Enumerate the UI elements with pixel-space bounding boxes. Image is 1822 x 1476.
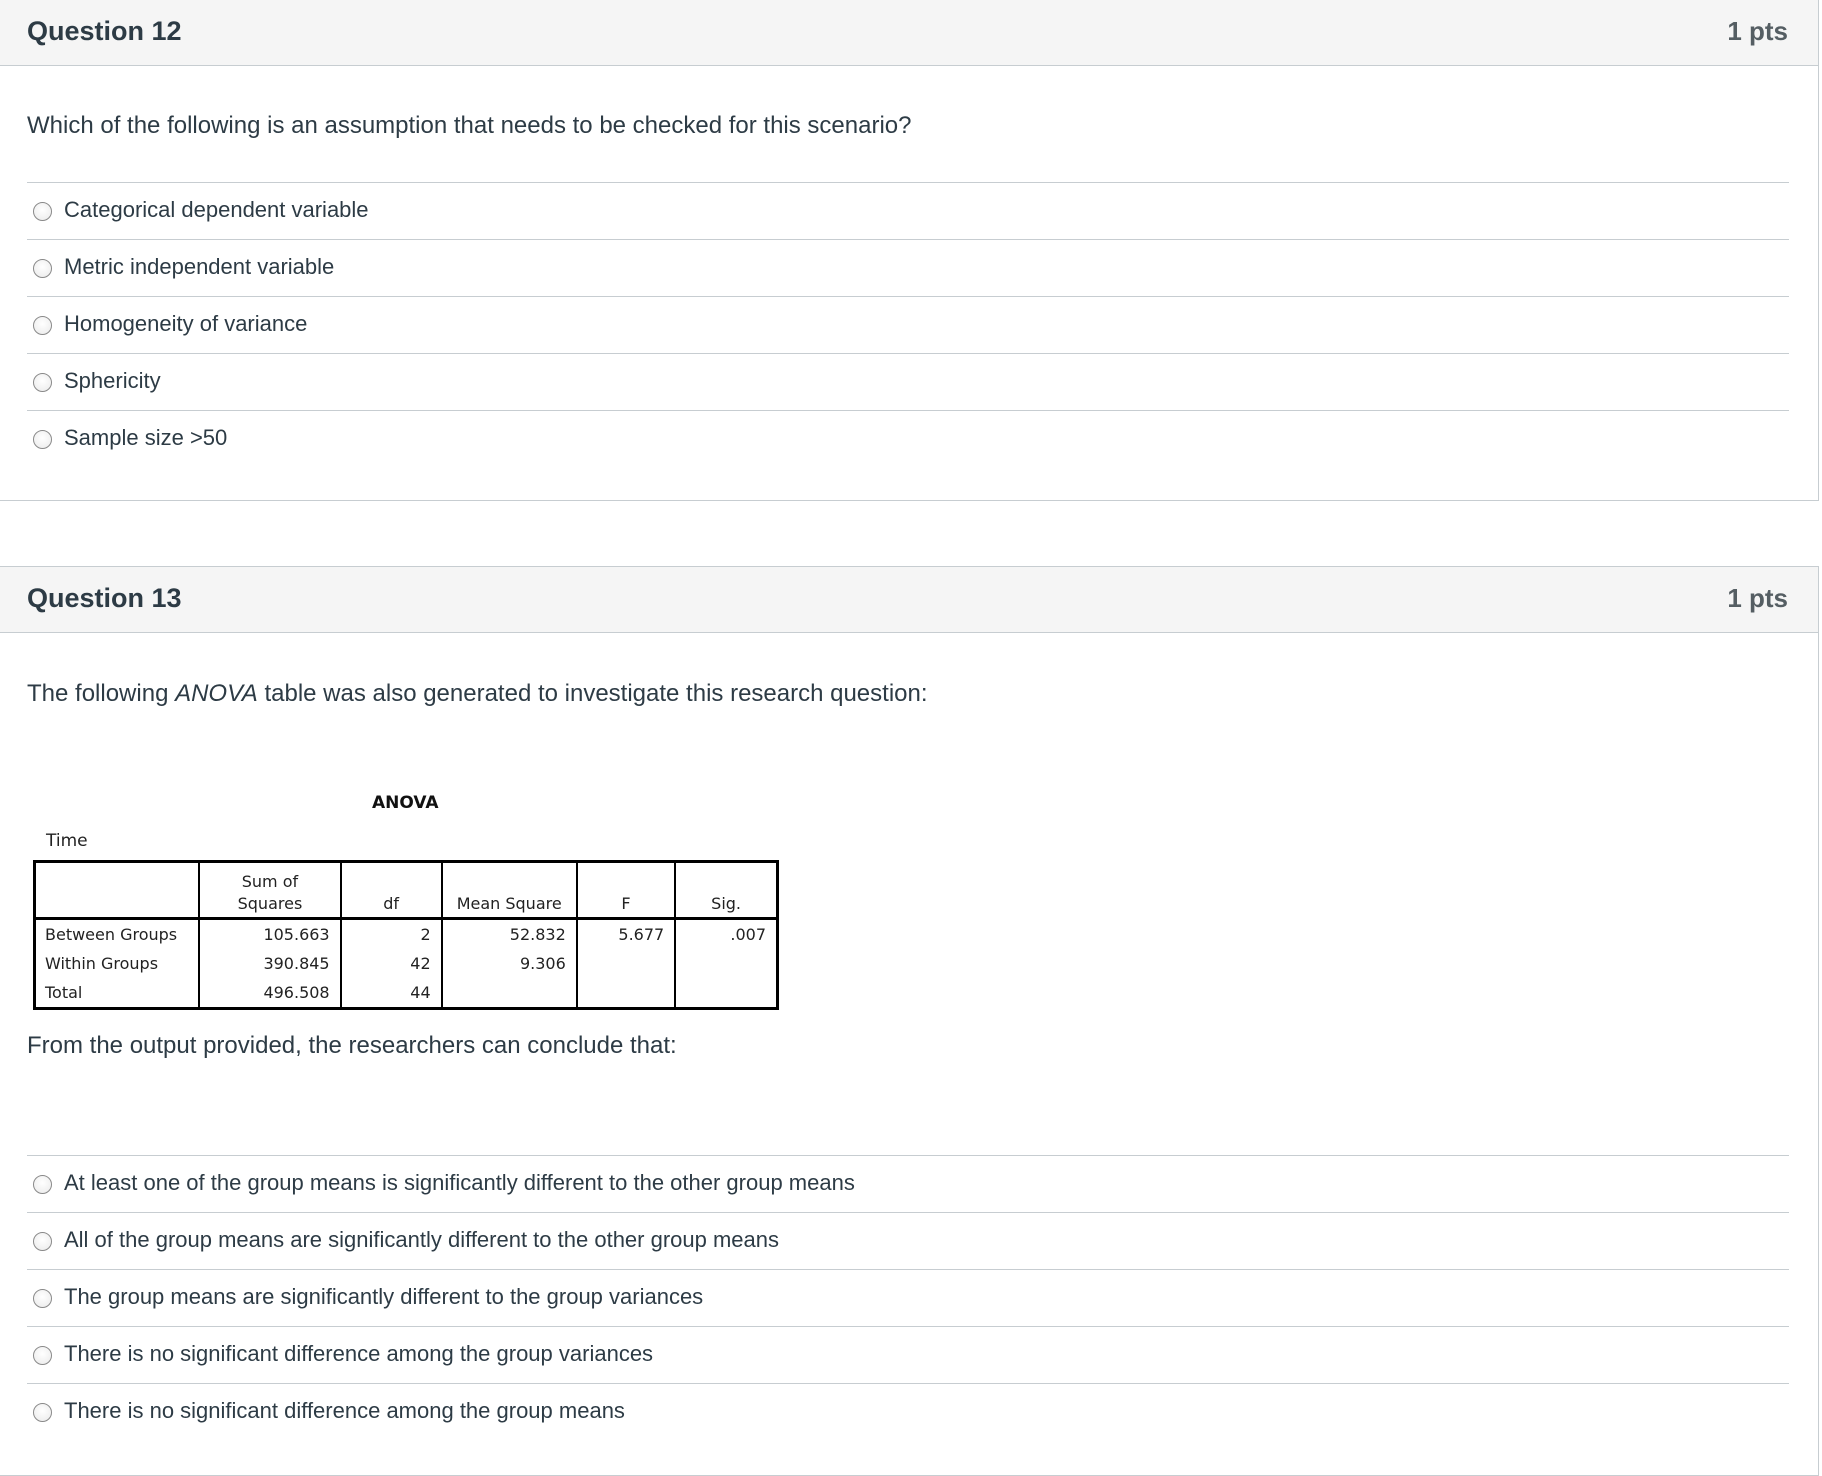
table-row: [35, 978, 778, 1009]
anova-header-cell: [35, 862, 200, 919]
question-13-card: [0, 566, 1819, 1476]
answer-option[interactable]: [27, 1383, 1789, 1440]
anova-row-label: Between Groups: [35, 919, 200, 950]
anova-cell: [442, 978, 577, 1009]
anova-cell: 2: [341, 919, 442, 950]
anova-dependent-variable: Time: [46, 831, 88, 851]
anova-header-cell: F: [577, 862, 675, 919]
prompt-italic-text: ANOVA: [175, 680, 258, 707]
answer-label[interactable]: Homogeneity of variance: [64, 311, 308, 336]
anova-cell: 5.677: [577, 919, 675, 950]
answer-option[interactable]: [27, 239, 1789, 296]
answer-option[interactable]: [27, 1155, 1789, 1212]
anova-title: ANOVA: [372, 793, 439, 813]
anova-table: [33, 860, 779, 1010]
anova-cell: [577, 978, 675, 1009]
question-points: 1 pts: [1727, 16, 1788, 46]
answer-label[interactable]: All of the group means are significantly different to the other group means: [64, 1227, 780, 1252]
radio-button[interactable]: [33, 373, 52, 392]
answer-label[interactable]: Sample size >50: [64, 425, 228, 450]
answer-option[interactable]: [27, 1212, 1789, 1269]
radio-button[interactable]: [33, 1403, 52, 1422]
answer-option[interactable]: [27, 410, 1789, 467]
answer-label[interactable]: At least one of the group means is significantly different to the other group means: [64, 1170, 855, 1195]
question-title: Question 12: [27, 16, 182, 46]
answer-label[interactable]: Metric independent variable: [64, 254, 335, 279]
question-12-card: [0, 0, 1819, 501]
radio-button[interactable]: [33, 1346, 52, 1365]
prompt-text: The following: [27, 680, 176, 707]
question-header: [0, 567, 1818, 633]
radio-button[interactable]: [33, 202, 52, 221]
anova-cell: 52.832: [442, 919, 577, 950]
table-row: [35, 919, 778, 950]
anova-cell: 44: [341, 978, 442, 1009]
answer-list: [27, 1155, 1789, 1440]
anova-row-label: Within Groups: [35, 949, 200, 978]
answer-label[interactable]: There is no significant difference among the group variances: [64, 1341, 654, 1366]
anova-cell: [675, 949, 777, 978]
anova-cell: [577, 949, 675, 978]
radio-button[interactable]: [33, 1175, 52, 1194]
answer-option[interactable]: [27, 353, 1789, 410]
anova-cell: 390.845: [199, 949, 340, 978]
answer-option[interactable]: [27, 296, 1789, 353]
radio-button[interactable]: [33, 430, 52, 449]
anova-row-label: Total: [35, 978, 200, 1009]
anova-header-cell: Mean Square: [442, 862, 577, 919]
answer-label[interactable]: There is no significant difference among the group means: [64, 1398, 625, 1423]
answer-list: [27, 182, 1789, 467]
answer-label[interactable]: Categorical dependent variable: [64, 197, 369, 222]
anova-cell: 42: [341, 949, 442, 978]
answer-option[interactable]: [27, 182, 1789, 239]
question-prompt: [27, 680, 928, 708]
radio-button[interactable]: [33, 1232, 52, 1251]
radio-button[interactable]: [33, 1289, 52, 1308]
anova-header-cell: Sum of Squares: [199, 862, 340, 919]
question-title: Question 13: [27, 583, 182, 613]
anova-header-cell: df: [341, 862, 442, 919]
anova-cell: .007: [675, 919, 777, 950]
anova-header-row: [35, 862, 778, 919]
anova-cell: [675, 978, 777, 1009]
question-prompt: Which of the following is an assumption that needs to be checked for this scenario?: [27, 112, 912, 139]
anova-cell: 496.508: [199, 978, 340, 1009]
table-row: [35, 949, 778, 978]
answer-option[interactable]: [27, 1269, 1789, 1326]
answer-label[interactable]: Sphericity: [64, 368, 161, 393]
question-points: 1 pts: [1727, 583, 1788, 613]
radio-button[interactable]: [33, 259, 52, 278]
radio-button[interactable]: [33, 316, 52, 335]
anova-cell: 9.306: [442, 949, 577, 978]
anova-header-cell: Sig.: [675, 862, 777, 919]
prompt-text: table was also generated to investigate this research question:: [257, 680, 928, 707]
question-followup: From the output provided, the researchers can conclude that:: [27, 1032, 677, 1059]
anova-cell: 105.663: [199, 919, 340, 950]
answer-label[interactable]: The group means are significantly different to the group variances: [64, 1284, 704, 1309]
answer-option[interactable]: [27, 1326, 1789, 1383]
question-header: [0, 0, 1818, 66]
